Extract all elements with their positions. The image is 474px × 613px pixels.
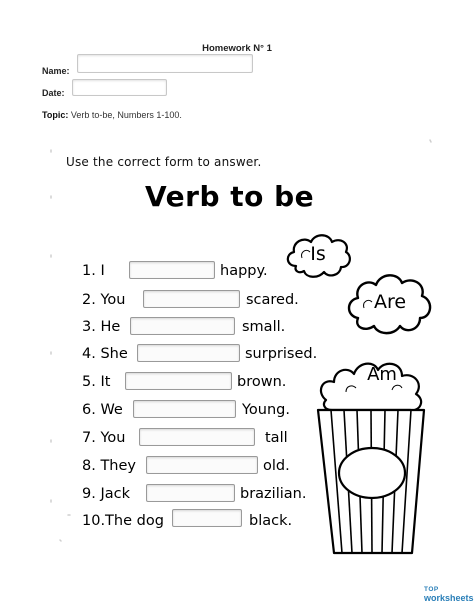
question-9-ending: brazilian. (240, 486, 307, 502)
question-10-ending: black. (249, 513, 293, 529)
question-5-number: 5. It (82, 374, 111, 390)
question-2-ending: scared. (246, 292, 299, 308)
cloud-is-label: Is (310, 243, 326, 265)
cloud-am-label: Am (367, 364, 397, 385)
question-8-blank[interactable] (146, 456, 258, 474)
question-8-ending: old. (263, 458, 290, 474)
topic-text: Verb to-be, Numbers 1-100. (68, 110, 182, 120)
question-10-number: 10.The dog (82, 513, 164, 529)
question-8-number: 8. They (82, 458, 136, 474)
brand-bottom-text: worksheets (424, 593, 474, 603)
question-1-ending: happy. (220, 263, 268, 279)
topic-label: Topic: (42, 110, 69, 120)
question-4-number: 4. She (82, 346, 128, 362)
question-10-blank[interactable] (172, 509, 242, 527)
question-7-blank[interactable] (139, 428, 255, 446)
question-3-blank[interactable] (130, 317, 235, 335)
question-5-blank[interactable] (125, 372, 232, 390)
question-5-ending: brown. (237, 374, 287, 390)
date-label: Date: (42, 88, 65, 98)
topworksheets-logo[interactable] (424, 585, 474, 603)
cloud-are-label: Are (373, 291, 407, 313)
question-6-ending: Young. (242, 402, 290, 418)
question-7-ending: tall (265, 430, 288, 446)
question-9-blank[interactable] (146, 484, 235, 502)
question-4-blank[interactable] (137, 344, 240, 362)
worksheet-title: Verb to be (145, 180, 315, 213)
question-1-number: 1. I (82, 263, 105, 279)
question-3-number: 3. He (82, 319, 121, 335)
question-4-ending: surprised. (245, 346, 318, 362)
name-label: Name: (42, 66, 70, 76)
question-7-number: 7. You (82, 430, 126, 446)
question-3-ending: small. (242, 319, 286, 335)
question-6-number: 6. We (82, 402, 123, 418)
question-6-blank[interactable] (133, 400, 236, 418)
question-2-number: 2. You (82, 292, 126, 308)
homework-title: Homework N° 1 (202, 43, 272, 54)
question-1-blank[interactable] (129, 261, 215, 279)
question-9-number: 9. Jack (82, 486, 130, 502)
instruction-text: Use the correct form to answer. (66, 155, 262, 169)
brand-top-text: TOP (424, 586, 439, 593)
question-2-blank[interactable] (143, 290, 240, 308)
